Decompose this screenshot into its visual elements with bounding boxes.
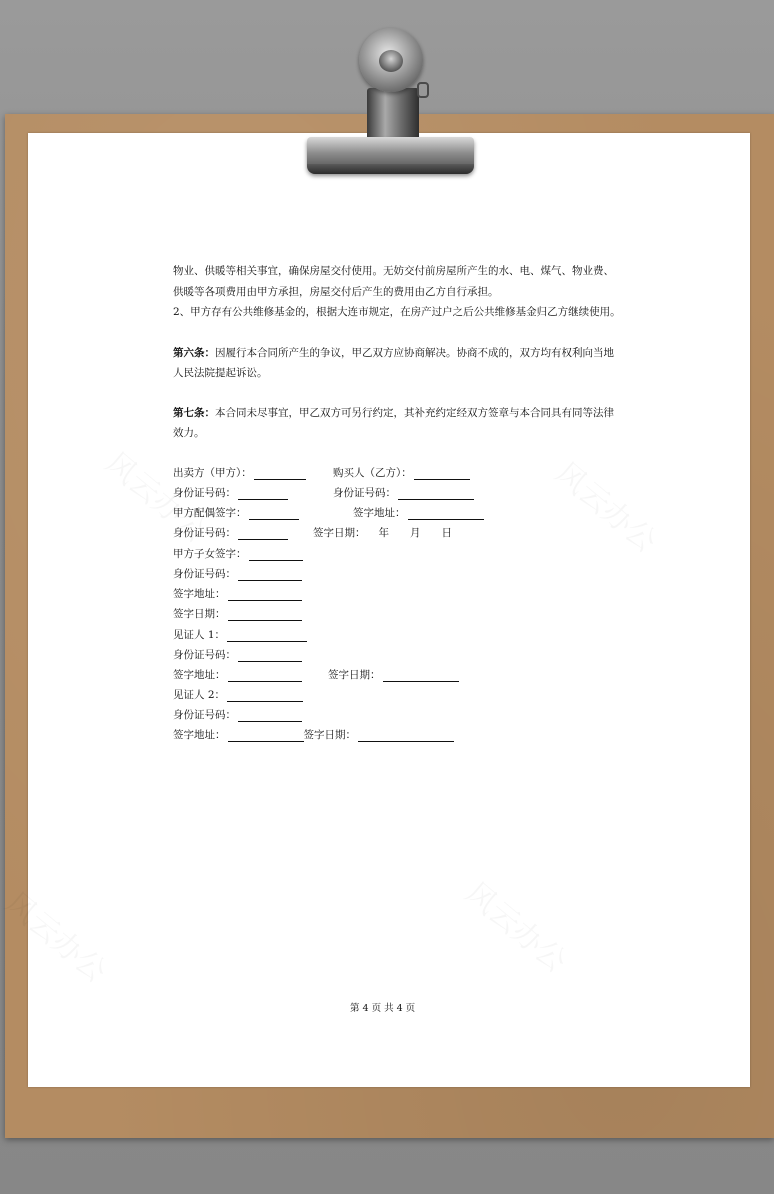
article-7 xyxy=(173,406,614,420)
seller-id-label: 身份证号码： xyxy=(173,487,236,499)
witness1-id-blank[interactable] xyxy=(238,650,302,662)
witness1-id-label: 身份证号码： xyxy=(173,649,236,661)
witness1-date-blank[interactable] xyxy=(383,670,459,682)
spouse-signature xyxy=(173,506,299,520)
child-address-field xyxy=(173,587,302,601)
spouse-id-field xyxy=(173,526,288,540)
seller-id-field xyxy=(173,486,288,500)
child-id-blank[interactable] xyxy=(238,569,302,581)
witness2-blank[interactable] xyxy=(227,690,303,702)
child-blank[interactable] xyxy=(249,549,303,561)
paragraph-line: 物业、供暖等相关事宜，确保房屋交付使用。无妨交付前房屋所产生的水、电、煤气、物业费、 xyxy=(173,265,614,277)
buyer-signature xyxy=(333,466,470,480)
seller-blank[interactable] xyxy=(254,468,306,480)
paragraph-line: 人民法院提起诉讼。 xyxy=(173,367,268,379)
sign-date xyxy=(313,526,452,540)
child-address-blank[interactable] xyxy=(228,589,302,601)
article-6-label: 第六条： xyxy=(173,347,215,359)
buyer-id-field xyxy=(333,486,474,500)
paragraph-line: 效力。 xyxy=(173,427,205,439)
paragraph-line: 2、甲方存有公共维修基金的，根据大连市规定，在房产过户之后公共维修基金归乙方继续使用。 xyxy=(173,306,621,318)
witness2-signature xyxy=(173,688,303,702)
seller-label: 出卖方（甲方）： xyxy=(173,467,252,479)
witness1-date-field xyxy=(328,668,459,682)
witness1-signature xyxy=(173,628,307,642)
page-number: 第 4 页 共 4 页 xyxy=(350,1003,416,1014)
buyer-label: 购买人（乙方）： xyxy=(333,467,412,479)
child-date-field xyxy=(173,607,302,621)
child-signature xyxy=(173,547,303,561)
witness1-address-label: 签字地址： xyxy=(173,669,226,681)
witness2-date-blank[interactable] xyxy=(358,730,454,742)
child-address-label: 签字地址： xyxy=(173,588,226,600)
spouse-label: 甲方配偶签字： xyxy=(173,507,247,519)
seller-id-blank[interactable] xyxy=(238,488,288,500)
seller-signature xyxy=(173,466,306,480)
witness1-address-field xyxy=(173,668,302,682)
buyer-address-label: 签字地址： xyxy=(353,507,406,519)
sign-date-label: 签字日期： xyxy=(313,527,366,539)
witness2-id-label: 身份证号码： xyxy=(173,709,236,721)
spouse-blank[interactable] xyxy=(249,508,299,520)
sign-date-year: 年 xyxy=(378,527,389,539)
spouse-id-blank[interactable] xyxy=(238,528,288,540)
witness2-id-field xyxy=(173,708,302,722)
buyer-id-label: 身份证号码： xyxy=(333,487,396,499)
witness1-label: 见证人 1： xyxy=(173,629,226,641)
child-date-label: 签字日期： xyxy=(173,608,226,620)
witness1-blank[interactable] xyxy=(227,630,307,642)
child-id-field xyxy=(173,567,302,581)
child-id-label: 身份证号码： xyxy=(173,568,236,580)
child-date-blank[interactable] xyxy=(228,609,302,621)
witness1-address-blank[interactable] xyxy=(228,670,302,682)
witness2-address-label: 签字地址： xyxy=(173,729,226,741)
buyer-id-blank[interactable] xyxy=(398,488,474,500)
article-6-text: 因履行本合同所产生的争议，甲乙双方应协商解决。协商不成的，双方均有权利向当地 xyxy=(215,347,614,359)
sign-date-month: 月 xyxy=(410,527,421,539)
witness1-date-label: 签字日期： xyxy=(328,669,381,681)
sign-date-day: 日 xyxy=(441,527,452,539)
witness2-address-date xyxy=(173,728,454,742)
article-7-text: 本合同未尽事宜，甲乙双方可另行约定，其补充约定经双方签章与本合同具有同等法律 xyxy=(215,407,614,419)
article-6 xyxy=(173,346,614,360)
buyer-blank[interactable] xyxy=(414,468,470,480)
child-label: 甲方子女签字： xyxy=(173,548,247,560)
witness2-label: 见证人 2： xyxy=(173,689,226,701)
witness2-address-blank[interactable] xyxy=(228,730,304,742)
buyer-address-field xyxy=(353,506,484,520)
article-7-label: 第七条： xyxy=(173,407,215,419)
witness2-id-blank[interactable] xyxy=(238,710,302,722)
spouse-id-label: 身份证号码： xyxy=(173,527,236,539)
buyer-address-blank[interactable] xyxy=(408,508,484,520)
witness2-date-label: 签字日期： xyxy=(303,729,356,741)
paragraph-line: 供暖等各项费用由甲方承担，房屋交付后产生的费用由乙方自行承担。 xyxy=(173,286,499,298)
witness1-id-field xyxy=(173,648,302,662)
